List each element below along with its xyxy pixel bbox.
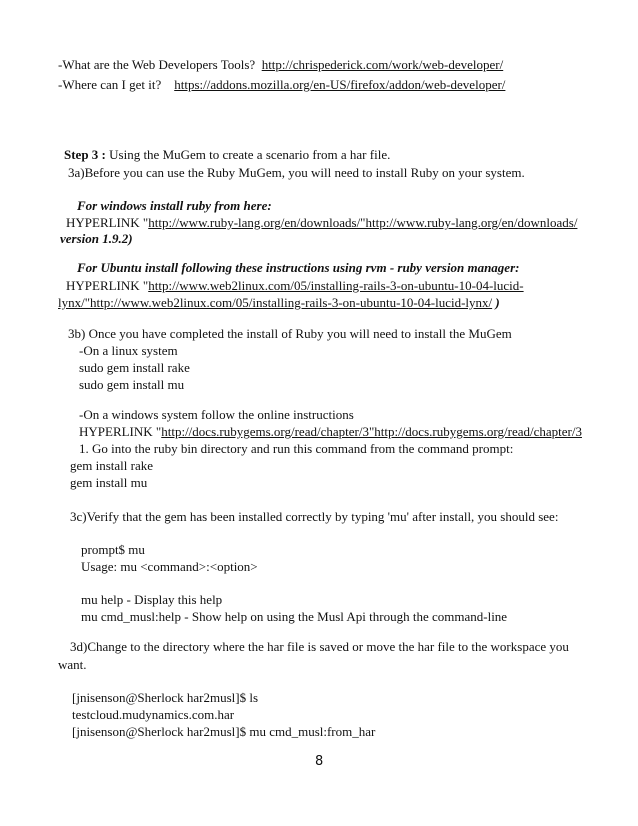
- ubuntu-rails-link-part1[interactable]: http://www.web2linux.com/05/installing-rails-3-on-ubuntu-10-04-lucid-: [148, 278, 524, 293]
- step3-label: Step 3 :: [64, 147, 106, 162]
- rubygems-hyperlink-prefix: HYPERLINK ": [79, 424, 162, 439]
- step3d-text-line-2: want.: [58, 657, 87, 672]
- windows-version: version 1.9.2): [60, 231, 133, 246]
- prompt-line: prompt$ mu: [81, 542, 145, 557]
- shell-line-1: [jnisenson@Sherlock har2musl]$ ls: [72, 690, 259, 705]
- step3b-text: 3b) Once you have completed the install of Ruby you will need to install the MuGem: [68, 326, 512, 341]
- rubygems-hyperlink-line: [79, 423, 582, 440]
- step3a-text: 3a)Before you can use the Ruby MuGem, you will need to install Ruby on your system.: [68, 165, 525, 180]
- ubuntu-heading: For Ubuntu install following these instructions using rvm - ruby version manager:: [77, 260, 520, 275]
- ubuntu-hyperlink-line-1: [66, 277, 524, 294]
- ubuntu-hyperlink-line-2: [58, 294, 500, 311]
- ubuntu-hyperlink-suffix: ): [495, 295, 500, 310]
- step3-title: Using the MuGem to create a scenario from a har file.: [109, 147, 391, 162]
- windows-hyperlink-prefix: HYPERLINK ": [66, 215, 149, 230]
- intro-line-2: [58, 76, 505, 93]
- rubygems-chapter-link[interactable]: http://docs.rubygems.org/read/chapter/3"http://docs.rubygems.org/read/chapter/3: [161, 424, 582, 439]
- web-developer-link[interactable]: http://chrispederick.com/work/web-developer/: [261, 57, 504, 72]
- windows-command-rake: gem install rake: [70, 458, 154, 473]
- windows-hyperlink-line: [66, 214, 577, 231]
- ubuntu-hyperlink-prefix: HYPERLINK ": [66, 278, 149, 293]
- step3c-text: 3c)Verify that the gem has been installed correctly by typing 'mu' after install, you should see:: [70, 509, 559, 524]
- linux-label: -On a linux system: [79, 343, 178, 358]
- shell-line-2: testcloud.mudynamics.com.har: [72, 707, 235, 722]
- help-line-2: mu cmd_musl:help - Show help on using the Musl Api through the command-line: [81, 609, 508, 624]
- mozilla-addon-link[interactable]: https://addons.mozilla.org/en-US/firefox/addon/web-developer/: [174, 77, 506, 92]
- windows-system-label: -On a windows system follow the online instructions: [79, 407, 354, 422]
- ubuntu-rails-link-part2[interactable]: lynx/"http://www.web2linux.com/05/installing-rails-3-on-ubuntu-10-04-lucid-lynx/: [58, 295, 493, 310]
- intro-question-2: -Where can I get it?: [58, 77, 162, 92]
- ruby-downloads-link[interactable]: http://www.ruby-lang.org/en/downloads/"http://www.ruby-lang.org/en/downloads/: [148, 215, 578, 230]
- step3d-text-line-1: 3d)Change to the directory where the har file is saved or move the har file to the workspace you: [70, 639, 569, 654]
- help-line-1: mu help - Display this help: [81, 592, 223, 607]
- intro-question-1: -What are the Web Developers Tools?: [58, 57, 256, 72]
- intro-line-1: [58, 56, 503, 73]
- linux-command-rake: sudo gem install rake: [79, 360, 190, 375]
- step3-heading: [64, 146, 390, 163]
- shell-line-3: [jnisenson@Sherlock har2musl]$ mu cmd_musl:from_har: [72, 724, 376, 739]
- usage-line: Usage: mu <command>:<option>: [81, 559, 258, 574]
- windows-heading: For windows install ruby from here:: [77, 198, 272, 213]
- windows-command-mu: gem install mu: [70, 475, 148, 490]
- windows-step-1: 1. Go into the ruby bin directory and run this command from the command prompt:: [79, 441, 514, 456]
- page-number: 8: [315, 754, 324, 769]
- linux-command-mu: sudo gem install mu: [79, 377, 185, 392]
